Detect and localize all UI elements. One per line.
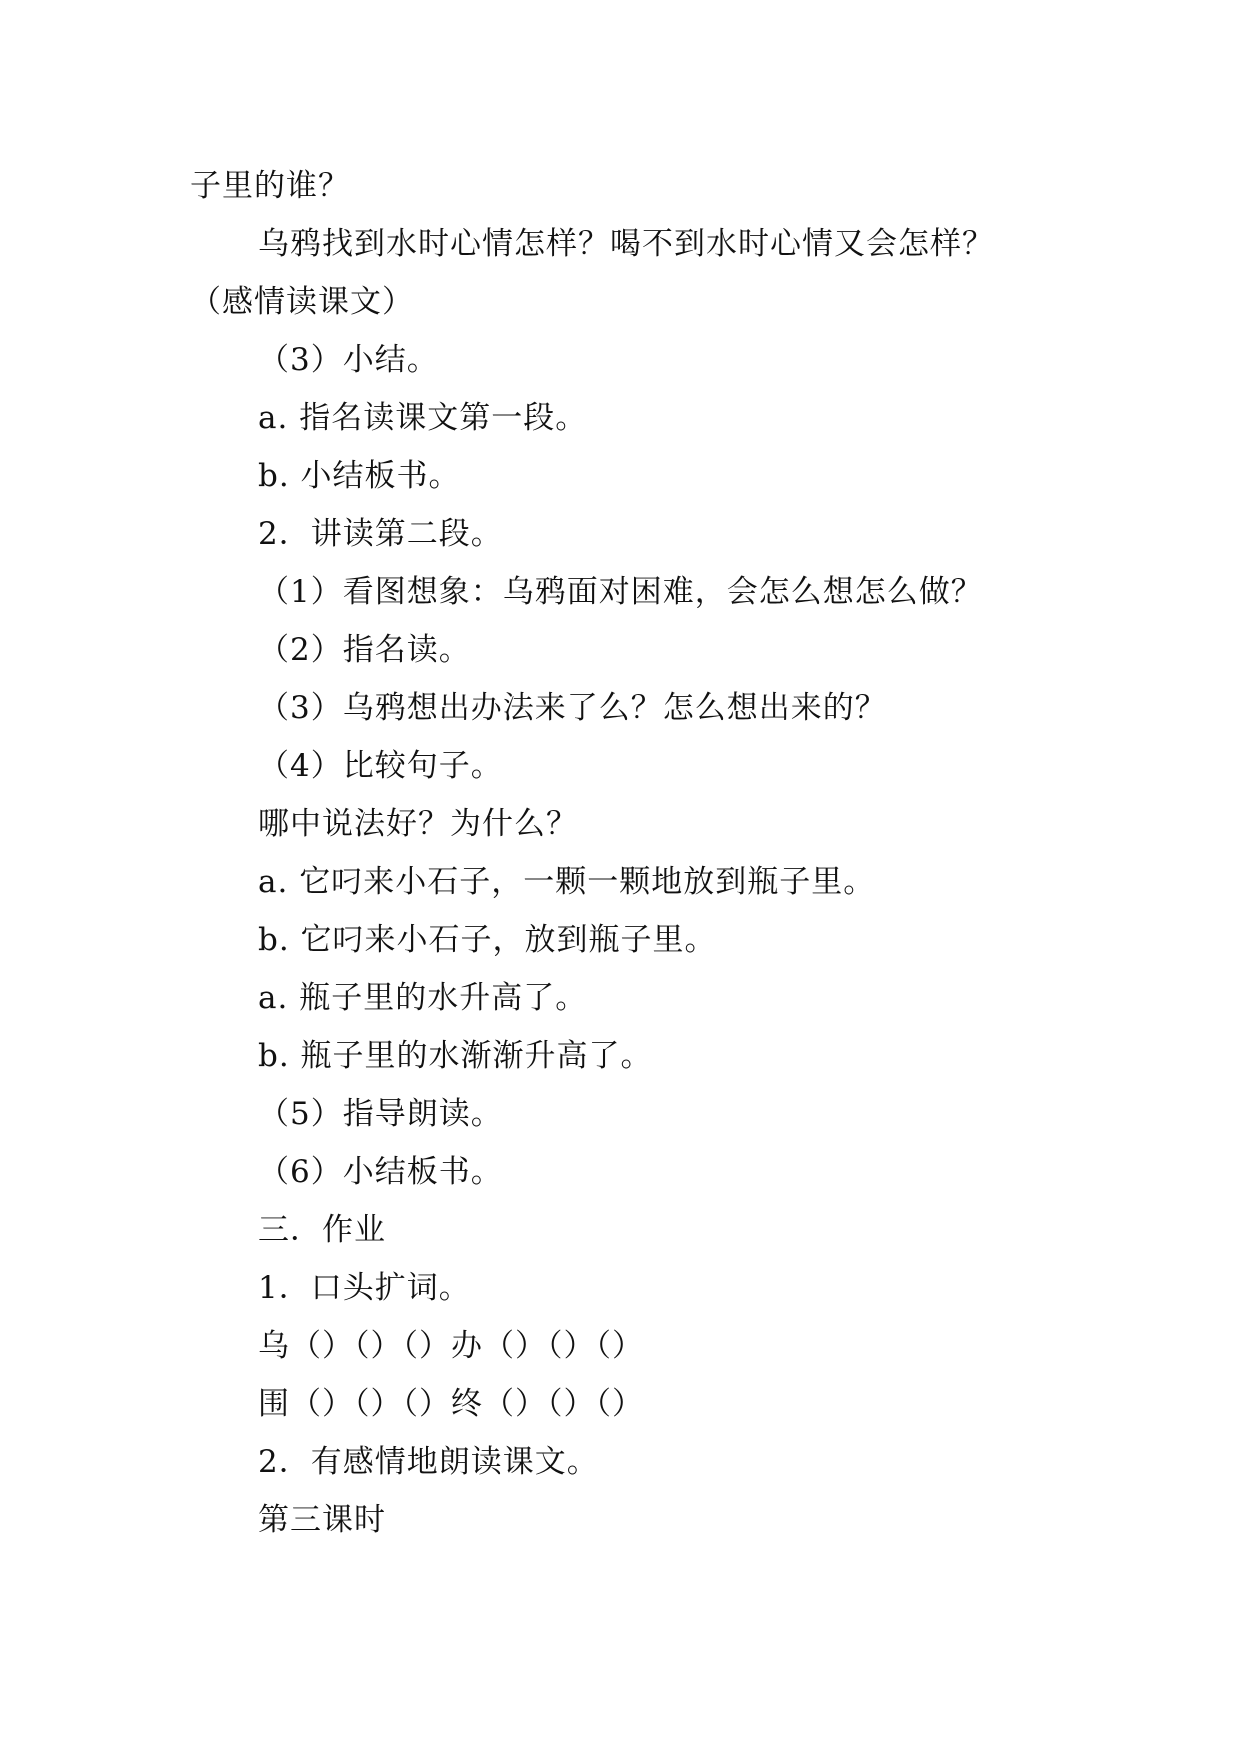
text-line-word-expansion-1: 乌（）（）（）办（）（）（） — [258, 1328, 644, 1364]
text-line-homework-2: 2．有感情地朗读课文。 — [258, 1444, 599, 1480]
text-line-word-expansion-2: 围（）（）（）终（）（）（） — [258, 1386, 644, 1422]
text-line-step-2: （2）指名读。 — [258, 632, 471, 668]
text-line-homework-1: 1．口头扩词。 — [258, 1270, 471, 1306]
text-line-third-lesson: 第三课时 — [258, 1502, 386, 1538]
text-line-question-mood: 乌鸦找到水时心情怎样？喝不到水时心情又会怎样？ — [258, 226, 994, 262]
text-line-compare-question: 哪中说法好？为什么？ — [258, 806, 578, 842]
text-line-sentence-a2: a. 瓶子里的水升高了。 — [258, 980, 588, 1016]
text-line-step-4: （4）比较句子。 — [258, 748, 503, 784]
text-line-item-a-read-first: a. 指名读课文第一段。 — [258, 400, 588, 436]
text-line-sentence-b1: b. 它叼来小石子，放到瓶子里。 — [258, 922, 717, 958]
text-line-sentence-a1: a. 它叼来小石子，一颗一颗地放到瓶子里。 — [258, 864, 876, 900]
text-line-summary-3: （3）小结。 — [258, 342, 439, 378]
text-line-step-6: （6）小结板书。 — [258, 1154, 503, 1190]
text-line-step-3: （3）乌鸦想出办法来了么？怎么想出来的？ — [258, 690, 887, 726]
text-line-continuation: 子里的谁？ — [190, 168, 350, 204]
text-line-step-5: （5）指导朗读。 — [258, 1096, 503, 1132]
text-line-step-1: （1）看图想象：乌鸦面对困难，会怎么想怎么做？ — [258, 574, 983, 610]
text-line-homework-heading: 三．作业 — [258, 1212, 386, 1248]
text-line-section-2-heading: 2．讲读第二段。 — [258, 516, 503, 552]
text-line-item-b-summary-board: b. 小结板书。 — [258, 458, 461, 494]
text-line-emotional-reading: （感情读课文） — [190, 284, 414, 320]
text-line-sentence-b2: b. 瓶子里的水渐渐升高了。 — [258, 1038, 653, 1074]
